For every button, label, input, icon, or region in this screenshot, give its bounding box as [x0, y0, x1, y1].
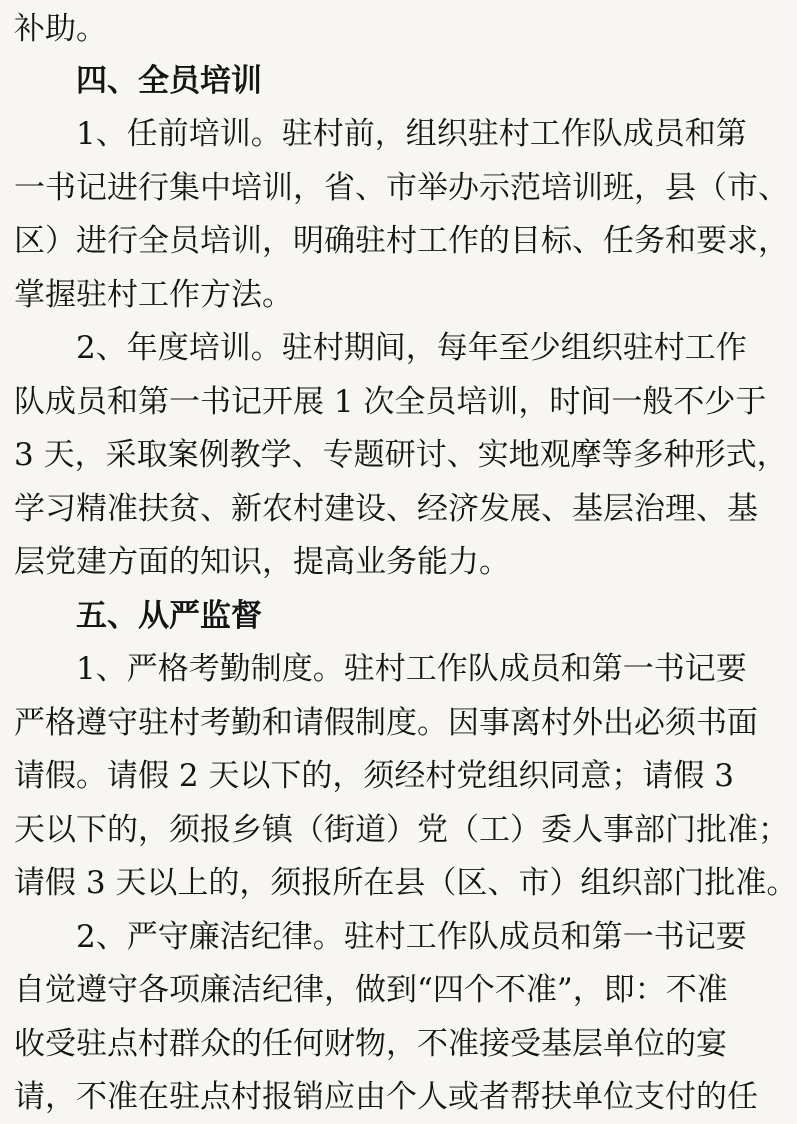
text-line: 层党建方面的知识，提高业务能力。 — [14, 544, 510, 580]
text-line: 请假 3 天以上的，须报所在县（区、市）组织部门批准。 — [14, 865, 797, 901]
text-line: 补助。 — [14, 11, 107, 47]
text-line: 一书记进行集中培训，省、市举办示范培训班，县（市、 — [14, 170, 789, 206]
section-heading: 五、从严监督 — [76, 598, 262, 634]
text-line: 天以下的，须报乡镇（街道）党（工）委人事部门批准； — [14, 812, 789, 848]
text-line: 严格遵守驻村考勤和请假制度。因事离村外出必须书面 — [14, 705, 758, 741]
section-heading: 四、全员培训 — [76, 63, 262, 99]
text-line: 自觉遵守各项廉洁纪律，做到“四个不准”，即：不准 — [14, 972, 728, 1008]
text-line: 区）进行全员培训，明确驻村工作的目标、任务和要求， — [14, 223, 789, 259]
text-line: 3 天，采取案例教学、专题研讨、实地观摩等多种形式， — [14, 437, 788, 473]
text-line: 1、任前培训。驻村前，组织驻村工作队成员和第 — [76, 116, 747, 152]
text-line: 请假。请假 2 天以下的，须经村党组织同意；请假 3 — [14, 758, 735, 794]
text-line: 请，不准在驻点村报销应由个人或者帮扶单位支付的任 — [14, 1079, 758, 1115]
text-line: 2、严守廉洁纪律。驻村工作队成员和第一书记要 — [76, 919, 747, 955]
text-line: 掌握驻村工作方法。 — [14, 277, 293, 313]
text-line: 2、年度培训。驻村期间，每年至少组织驻村工作 — [76, 330, 747, 366]
text-line: 学习精准扶贫、新农村建设、经济发展、基层治理、基 — [14, 491, 758, 527]
text-line: 收受驻点村群众的任何财物，不准接受基层单位的宴 — [14, 1026, 727, 1062]
text-line: 队成员和第一书记开展 1 次全员培训，时间一般不少于 — [14, 384, 767, 420]
text-line: 1、严格考勤制度。驻村工作队成员和第一书记要 — [76, 651, 747, 687]
